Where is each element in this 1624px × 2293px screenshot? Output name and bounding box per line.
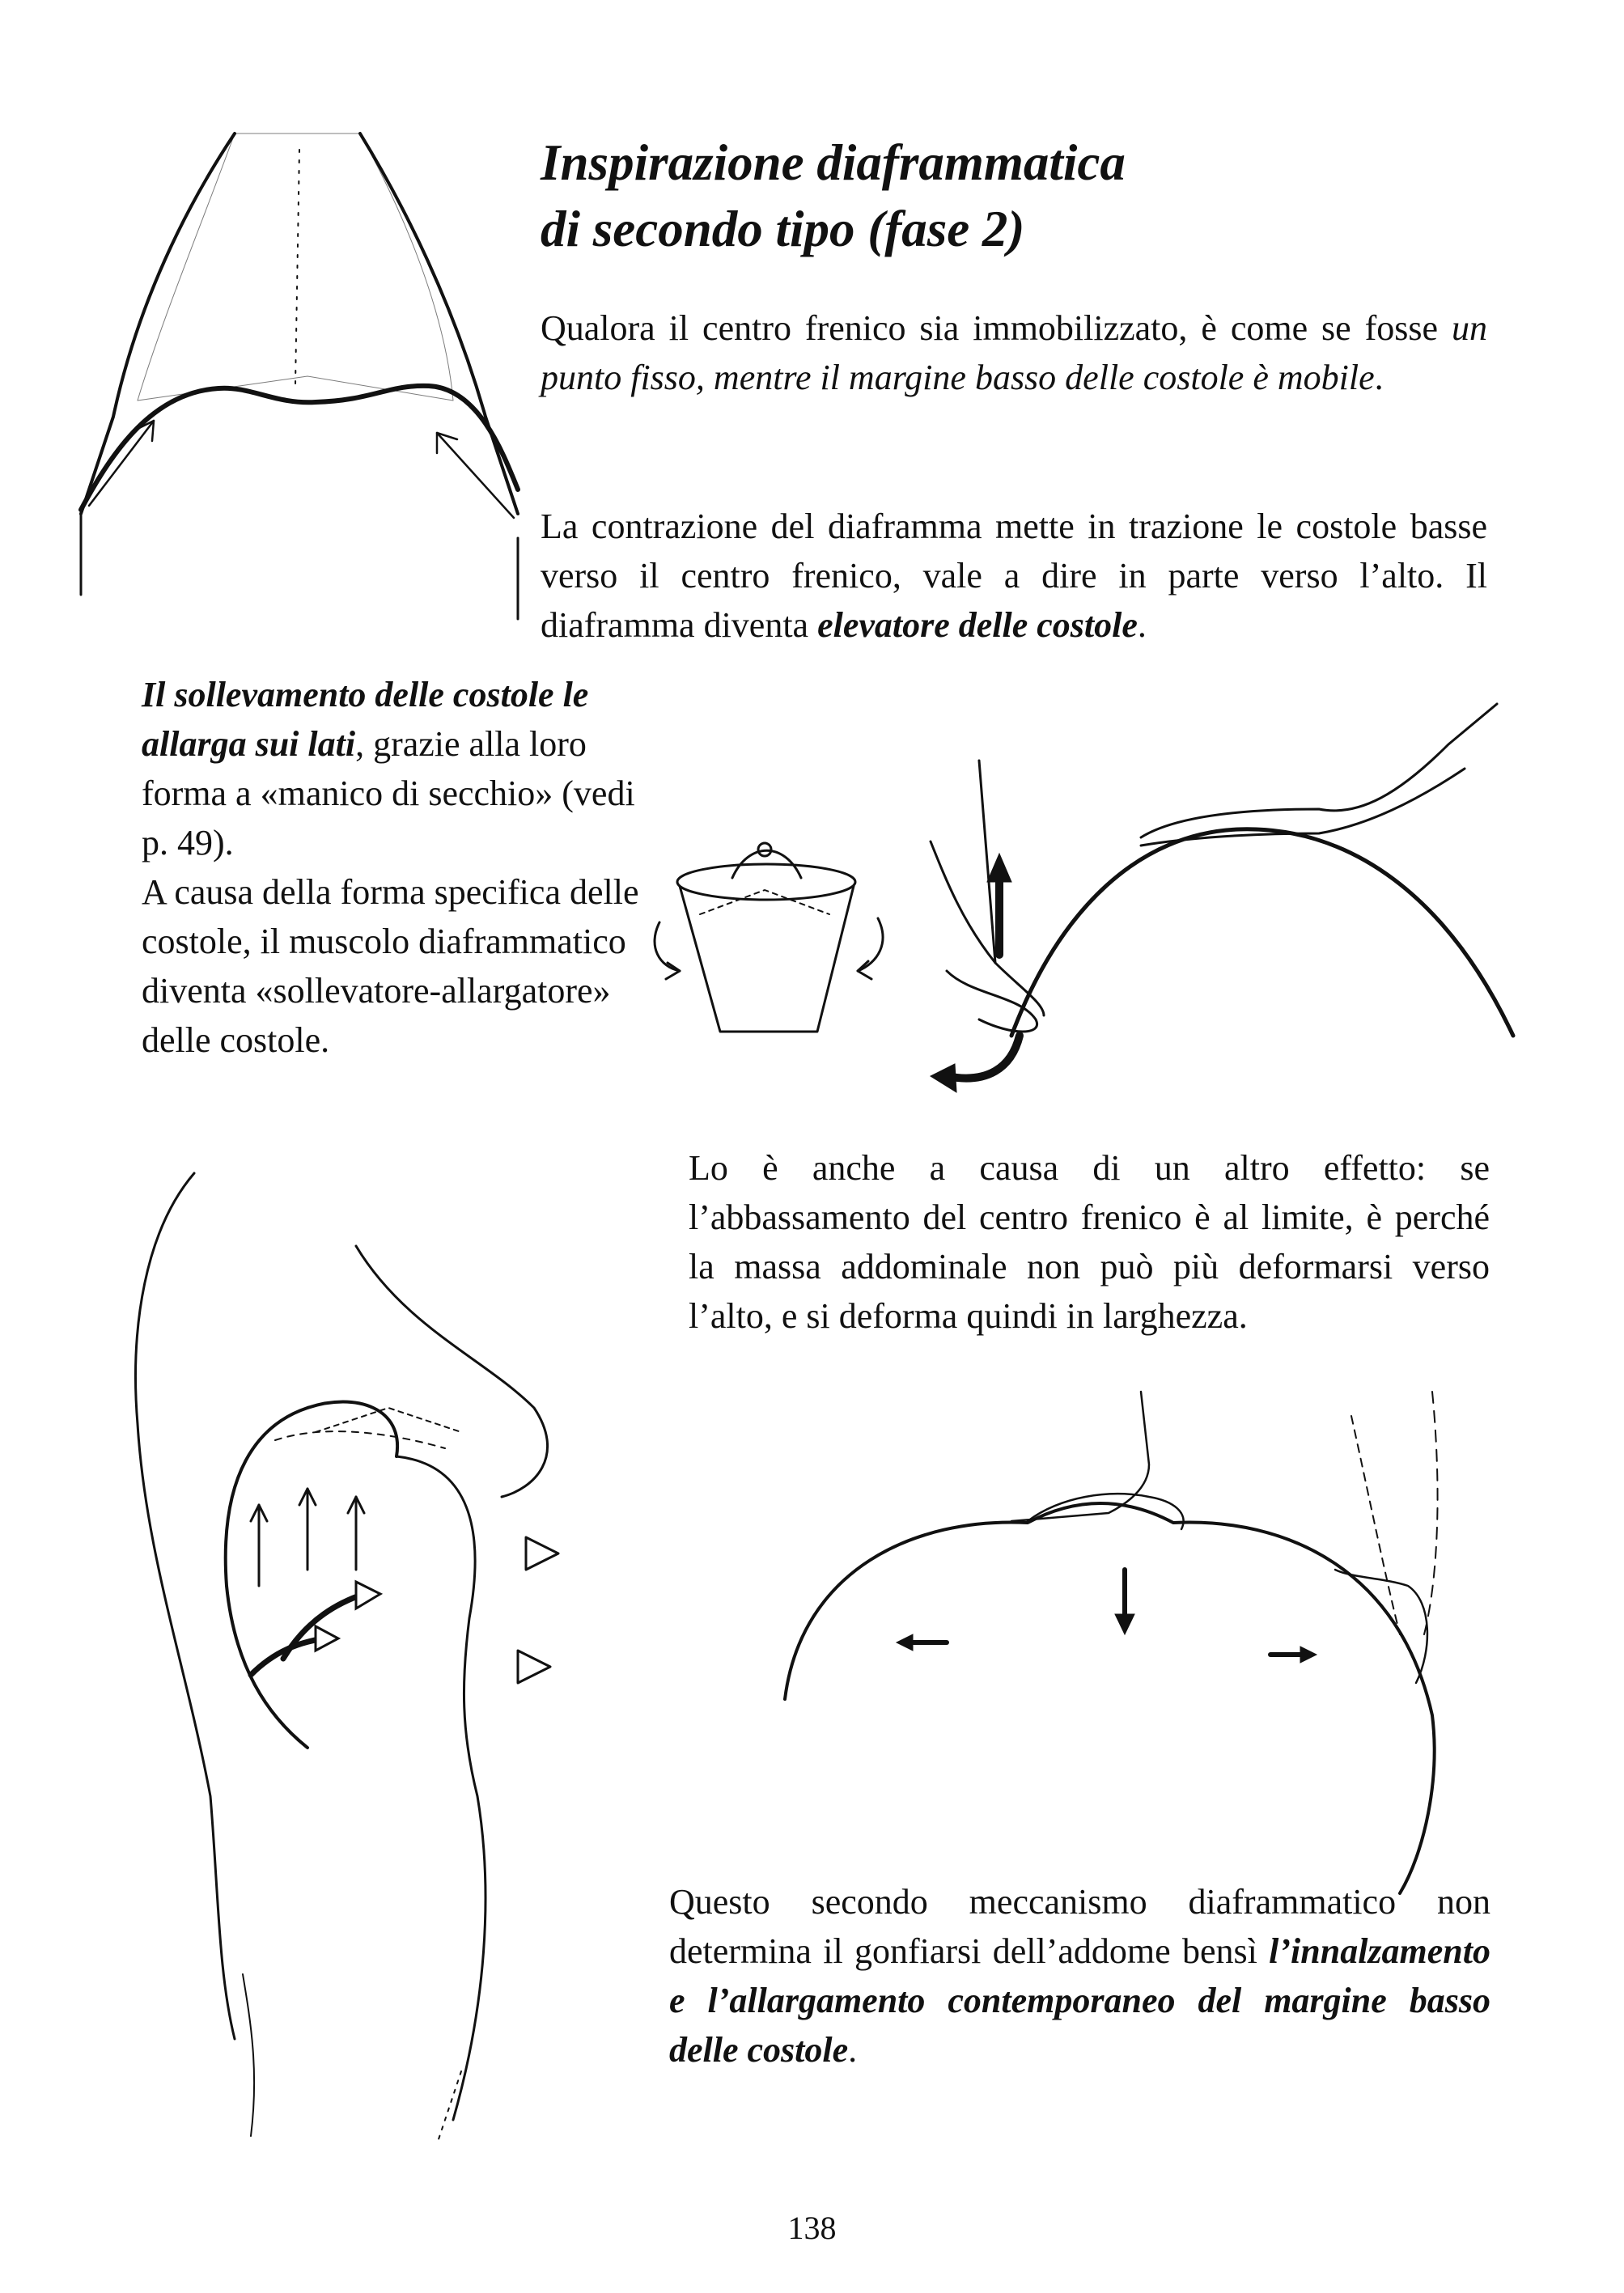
paragraph-abdominal-mass (689, 1143, 1490, 1341)
paragraph-text: . (1374, 358, 1384, 397)
paragraph-text: Qualora il centro frenico sia immobilizzato, è come se fosse (541, 308, 1452, 348)
torso-side-illustration (113, 1165, 631, 2152)
bucket-handle-illustration (643, 833, 894, 1052)
paragraph-traction (541, 502, 1487, 650)
paragraph-text: A causa della forma specifica delle costole, il muscolo diaframmatico diventa «sollevatore-allargatore» delle costole. (142, 872, 639, 1060)
paragraph-text: Lo è anche a causa di un altro effetto: se l’abbassamento del centro frenico è al limite, è perché la massa addominale non può più deformarsi verso l’alto, e si deforma quindi in larghezza. (689, 1148, 1490, 1336)
emphasis-text: l’innalzamento e l’allargamento contemporaneo del margine basso delle costole (669, 1931, 1490, 2070)
paragraph-text: . (1137, 605, 1147, 645)
paragraph-text: , grazie alla loro forma a «manico di secchio» (vedi p. 49). (142, 724, 635, 863)
paragraph-bucket-handle (142, 670, 643, 1065)
paragraph-fixed-point (541, 303, 1487, 402)
page-number: 138 (787, 2210, 837, 2246)
paragraph-text: La contrazione del diaframma mette in trazione le costole basse verso il centro frenico, vale a dire in parte verso l’alto. Il diaframma diventa (541, 506, 1487, 645)
thorax-diaphragm-illustration (65, 109, 534, 627)
page-title-line-2: di secondo tipo (fase 2) (541, 201, 1025, 257)
paragraph-text: . (848, 2030, 858, 2070)
page-title-line-1: Inspirazione diaframmatica (541, 134, 1126, 191)
abdomen-front-illustration (769, 1375, 1457, 1909)
emphasis-text: Il sollevamento delle costole le allarga sui lati (142, 675, 589, 764)
emphasis-text: elevatore delle costole (817, 605, 1138, 645)
abdomen-profile-illustration (898, 696, 1521, 1084)
emphasis-text: un punto fisso, mentre il margine basso delle costole è mobile (541, 308, 1487, 397)
page-title (541, 129, 1592, 262)
paragraph-text: Questo secondo meccanismo diaframmatico non determina il gonfiarsi dell’addome bensì (669, 1882, 1490, 1971)
